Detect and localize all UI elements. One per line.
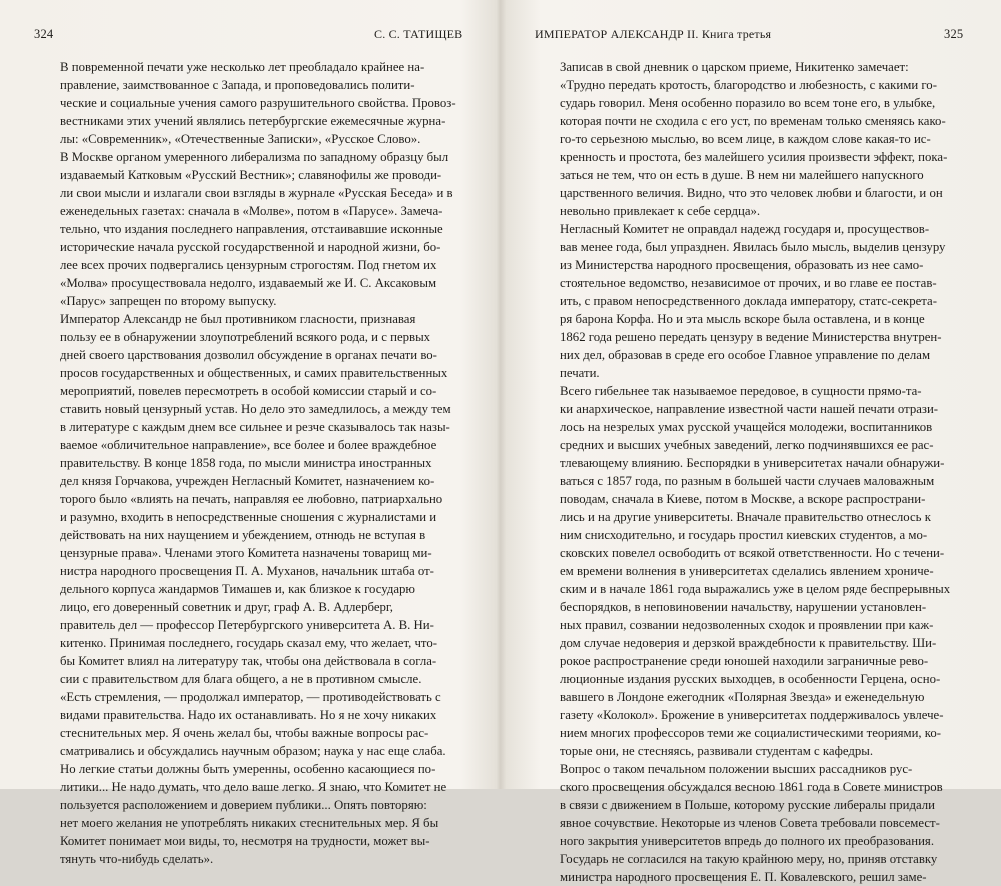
text-line: ваемое «обличительное направление», все более и более враждебное bbox=[60, 438, 437, 452]
paragraph bbox=[534, 58, 968, 220]
text-line: китенко. Принимая последнего, государь сказал ему, что желает, что- bbox=[60, 636, 438, 650]
text-line: заться не тем, что он есть в душе. В нем ни малейшего напускного bbox=[560, 168, 924, 182]
text-line: бы Комитет влиял на литературу так, чтобы она действовала в согла- bbox=[60, 654, 437, 668]
text-line: лись и на другие университеты. Вначале правительство отнеслось к bbox=[560, 510, 931, 524]
left-body-text bbox=[34, 58, 468, 868]
text-line: нистра народного просвещения П. А. Муханов, начальник штаба от- bbox=[60, 564, 434, 578]
text-line: ных правил, созвании недозволенных сходок и проявлении при каж- bbox=[560, 618, 934, 632]
text-line: сматривались и обсуждались научным образом; наука у нас еще слаба. bbox=[60, 744, 446, 758]
text-line: стеснительных мер. Я очень желал бы, чтобы важные вопросы рас- bbox=[60, 726, 429, 740]
text-line: Комитет понимает мои виды, то, несмотря на трудности, может вы- bbox=[60, 834, 430, 848]
right-page-number: 325 bbox=[944, 27, 964, 41]
paragraph bbox=[534, 382, 968, 760]
text-line: го-то серьезною мыслью, во всем лице, в каждом слове какая-то ис- bbox=[560, 132, 931, 146]
text-line: В повременной печати уже несколько лет преобладало крайнее на- bbox=[60, 60, 425, 74]
text-line: ческие и социальные учения самого разрушительного свойства. Провоз- bbox=[60, 96, 456, 110]
text-line: мероприятий, повелев пересмотреть в особой комиссии старый и со- bbox=[60, 384, 437, 398]
text-line: из Министерства народного просвещения, образовать из нее само- bbox=[560, 258, 924, 272]
text-line: тельно, что издания последнего направления, отстаивавшие исконные bbox=[60, 222, 443, 236]
text-line: дельного корпуса жандармов Тимашев и, как близкое к государю bbox=[60, 582, 415, 596]
text-line: лось на незрелых умах русской учащейся молодежи, воспитанников bbox=[560, 420, 933, 434]
text-line: издаваемый Катковым «Русский Вестник»; славянофилы же проводи- bbox=[60, 168, 442, 182]
text-line: лее всех прочих подвергались цензурным строгостям. Под гнетом их bbox=[60, 258, 437, 272]
text-line: 1862 года решено передать цензуру в ведение Министерства внутрен- bbox=[560, 330, 942, 344]
text-line: невольно привлекает к себе сердца». bbox=[560, 204, 761, 218]
text-line: сковских повелел освободить от всякой ответственности. Но с течени- bbox=[560, 546, 945, 560]
text-line: видами правительства. Надо их останавливать. Но я не хочу никаких bbox=[60, 708, 437, 722]
text-line: которая почти не сходила с его уст, по временам только сменяясь како- bbox=[560, 114, 946, 128]
text-line: литики... Не надо думать, что дело ваше легко. Я знаю, что Комитет не bbox=[60, 780, 447, 794]
text-line: ить, с правом непосредственного доклада императору, статс-секрета- bbox=[560, 294, 937, 308]
text-line: ем времени волнения в университетах сделались явлением хрониче- bbox=[560, 564, 934, 578]
text-line: газету «Колокол». Брожение в университетах поддерживалось увлече- bbox=[560, 708, 944, 722]
text-line: «Трудно передать кротость, благородство и любезность, с какими го- bbox=[560, 78, 937, 92]
text-line: нет моего желания не употреблять никаких стеснительных мер. Я бы bbox=[60, 816, 439, 830]
text-line: вав менее года, был упразднен. Явилась было мысль, выделив цензуру bbox=[560, 240, 946, 254]
text-line: сударь говорил. Меня особенно поразило во всем тоне его, в улыбке, bbox=[560, 96, 936, 110]
text-line: дел князя Горчакова, учрежден Негласный Комитет, назначением ко- bbox=[60, 474, 435, 488]
text-line: дней своего царствования дозволил обсуждение в органах печати во- bbox=[60, 348, 437, 362]
text-line: просов государственных и общественных, и самих правительственных bbox=[60, 366, 448, 380]
text-line: поводам, сначала в Киеве, потом в Москве, а вскоре распространи- bbox=[560, 492, 926, 506]
text-line: «Есть стремления, — продолжал император, — противодействовать с bbox=[60, 690, 441, 704]
left-running-head: С. С. ТАТИЩЕВ bbox=[374, 27, 463, 41]
left-page bbox=[0, 0, 500, 866]
text-line: Государь не согласился на такую крайнюю меру, но, приняв отставку bbox=[560, 852, 938, 866]
text-line: ря барона Корфа. Но и эта мысль вскоре была оставлена, и в конце bbox=[560, 312, 925, 326]
text-line: дом случае недоверия и дерзкой враждебности к правительству. Ши- bbox=[560, 636, 937, 650]
text-line: и разумно, входить в непосредственные сношения с журналистами и bbox=[60, 510, 437, 524]
text-line: ставить новый цензурный устав. Но дело это замедлилось, а между тем bbox=[60, 402, 451, 416]
text-line: ского просвещения обсуждался весною 1861 года в Совете министров bbox=[560, 780, 943, 794]
text-line: беспорядков, в неповиновении начальству, нарушении установлен- bbox=[560, 600, 927, 614]
text-line: люционные издания русских выходцев, в особенности Герцена, осно- bbox=[560, 672, 941, 686]
text-line: еженедельных газетах: сначала в «Молве», потом в «Парусе». Замеча- bbox=[60, 204, 443, 218]
text-line: ного закрытия университетов впредь до полного их преобразования. bbox=[560, 834, 935, 848]
text-line: «Молва» просуществовала недолго, издаваемый же И. С. Аксаковым bbox=[60, 276, 437, 290]
text-line: торого было «влиять на печать, направляя ее любовно, патриархально bbox=[60, 492, 443, 506]
text-line: кренность и простота, без малейшего усилия произвести эффект, пока- bbox=[560, 150, 948, 164]
text-line: Всего гибельнее так называемое передовое, в сущности прямо-та- bbox=[560, 384, 922, 398]
text-line: ваться с 1857 года, по разным в большей части случаев маловажным bbox=[560, 474, 935, 488]
right-body-text bbox=[534, 58, 968, 886]
text-line: царственного величия. Видно, что это человек любви и благости, и он bbox=[560, 186, 943, 200]
text-line: печати. bbox=[560, 366, 600, 380]
text-line: нием многих профессоров теми же социалистическими теориями, ко- bbox=[560, 726, 942, 740]
text-line: исторические начала русской государственной и народной жизни, бо- bbox=[60, 240, 441, 254]
text-line: пользуется расположением и доверием публики... Опять повторяю: bbox=[60, 798, 427, 812]
text-line: вестниками этих учений являлись петербургские ежемесячные журна- bbox=[60, 114, 446, 128]
paragraph bbox=[34, 58, 468, 310]
text-line: торые они, не стесняясь, развивали студентам с кафедры. bbox=[560, 744, 874, 758]
text-line: ли свои мысли и излагали свои взгляды в журнале «Русская Беседа» и в bbox=[60, 186, 453, 200]
text-line: вавшего в Лондоне ежегодник «Полярная Звезда» и еженедельную bbox=[560, 690, 925, 704]
text-line: Записав в свой дневник о царском приеме, Никитенко замечает: bbox=[560, 60, 909, 74]
text-line: Негласный Комитет не оправдал надежд государя и, просуществов- bbox=[560, 222, 930, 236]
text-line: «Парус» запрещен по второму выпуску. bbox=[60, 294, 277, 308]
text-line: в связи с движением в Польше, которому русские либералы придали bbox=[560, 798, 936, 812]
text-line: действовать на них наущением и убеждением, отнюдь не вступая в bbox=[60, 528, 426, 542]
paragraph bbox=[534, 220, 968, 382]
left-page-number: 324 bbox=[34, 27, 54, 41]
text-line: лы: «Современник», «Отечественные Записки», «Русское Слово». bbox=[60, 132, 421, 146]
text-line: Вопрос о таком печальном положении высших рассадников рус- bbox=[560, 762, 913, 776]
text-line: министра народного просвещения Е. П. Ковалевского, решил заме- bbox=[560, 870, 927, 884]
text-line: ки анархическое, направление известной части нашей печати отрази- bbox=[560, 402, 939, 416]
text-line: сии с правительством для блага общего, а не в противном смысле. bbox=[60, 672, 422, 686]
right-running-head: ИМПЕРАТОР АЛЕКСАНДР II. Книга третья bbox=[535, 27, 772, 41]
text-line: средних и высших учебных заведений, легко подчинявшихся ее рас- bbox=[560, 438, 934, 452]
text-line: рокое распространение среди юношей находили заграничные рево- bbox=[560, 654, 929, 668]
text-line: правление, заимствованное с Запада, и проповедовались полити- bbox=[60, 78, 415, 92]
text-line: ским и в начале 1861 года выражались уже в целом ряде беспрерывных bbox=[560, 582, 951, 596]
text-line: лицо, его доверенный советник и друг, граф А. В. Адлерберг, bbox=[60, 600, 393, 614]
right-page bbox=[501, 0, 1001, 884]
text-line: Император Александр не был противником гласности, признавая bbox=[60, 312, 416, 326]
text-line: явное сочувствие. Некоторые из членов Совета требовали повсемест- bbox=[560, 816, 940, 830]
text-line: Но легкие статьи должны быть умеренны, особенно касающиеся по- bbox=[60, 762, 436, 776]
text-line: тянуть что-нибудь сделать». bbox=[60, 852, 214, 866]
text-line: ним снисходительно, и государь простил киевских студентов, а мо- bbox=[560, 528, 928, 542]
text-line: правитель дел — профессор Петербургского университета А. В. Ни- bbox=[60, 618, 434, 632]
text-line: В Москве органом умеренного либерализма по западному образцу был bbox=[60, 150, 449, 164]
text-line: пользу ее в обнаружении злоупотреблений всякого рода, и с первых bbox=[60, 330, 431, 344]
text-line: правительству. В конце 1858 года, по мысли министра иностранных bbox=[60, 456, 432, 470]
text-line: них дел, образовав в среде его особое Главное управление по делам bbox=[560, 348, 931, 362]
paragraph bbox=[534, 760, 968, 886]
text-line: тлевающему влиянию. Беспорядки в университетах начали обнаружи- bbox=[560, 456, 945, 470]
text-line: цензурные права». Членами этого Комитета назначены товарищ ми- bbox=[60, 546, 432, 560]
text-line: в литературе с каждым днем все сильнее и резче сказывалось так назы- bbox=[60, 420, 450, 434]
text-line: стоятельное ведомство, независимое от прочих, и во главе ее постав- bbox=[560, 276, 937, 290]
paragraph bbox=[34, 310, 468, 868]
